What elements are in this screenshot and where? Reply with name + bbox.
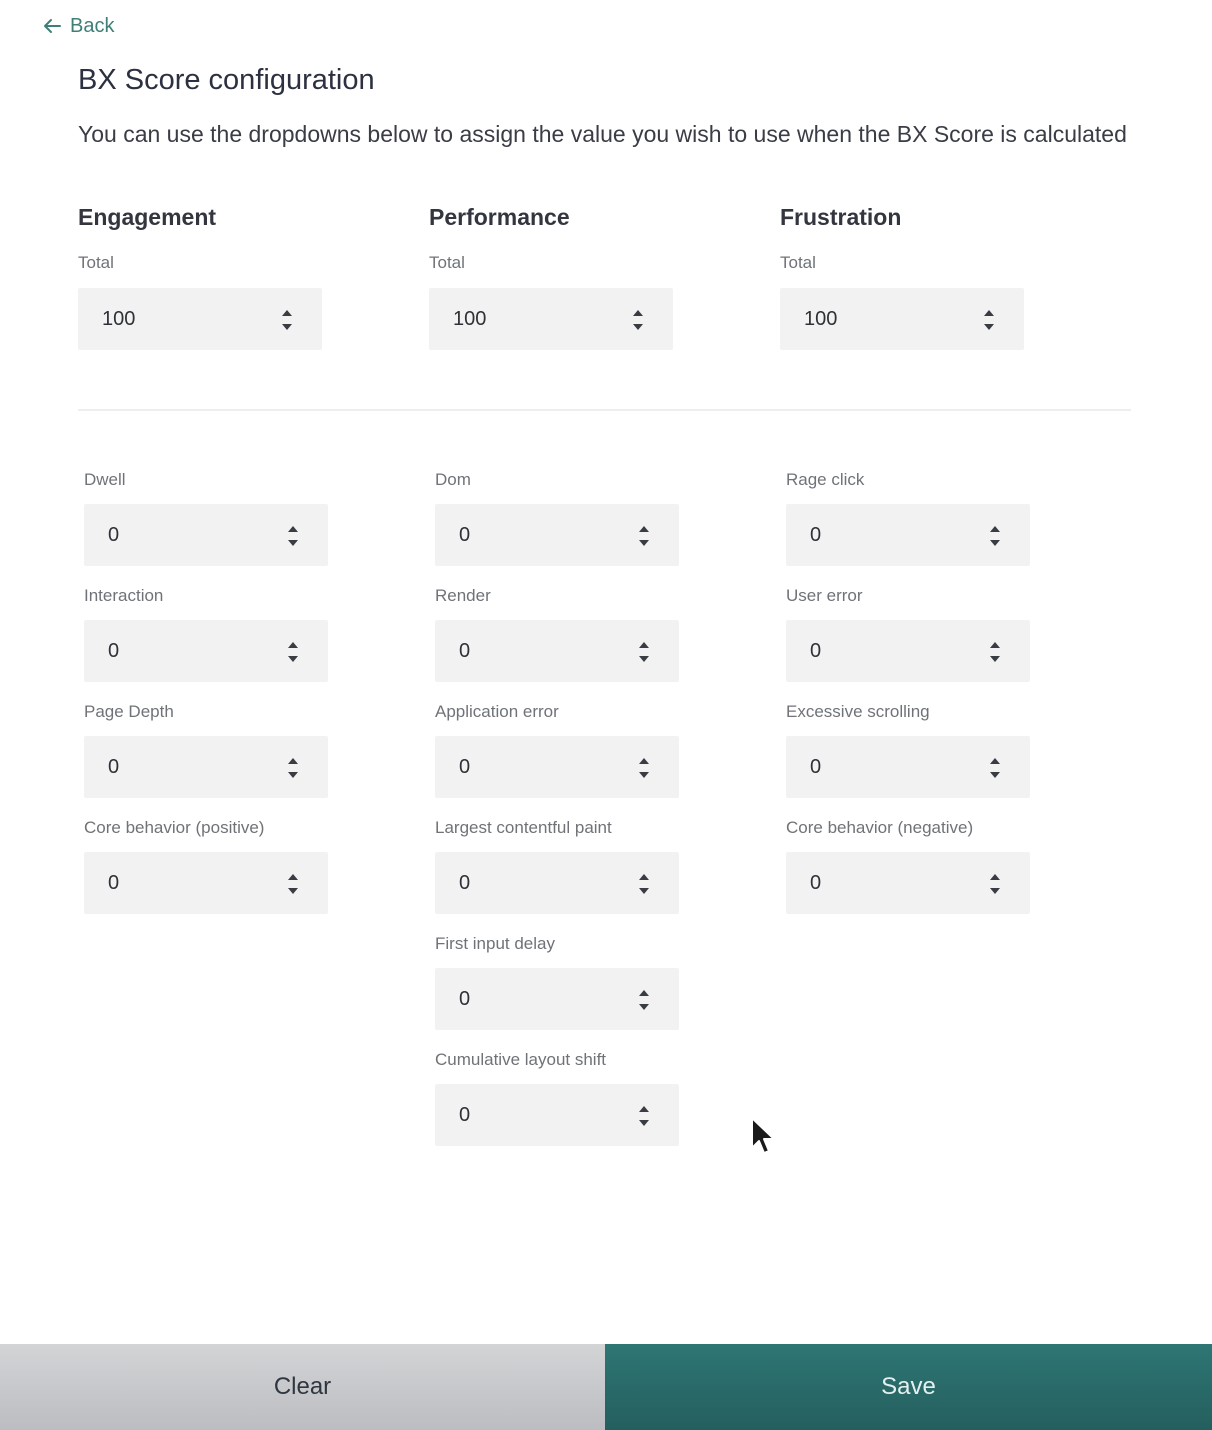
clear-button[interactable]: Clear [0, 1344, 605, 1430]
mouse-pointer-icon [750, 1116, 778, 1158]
performance-total-stepper[interactable] [429, 288, 673, 350]
dwell-stepper[interactable] [84, 504, 328, 566]
spin-arrows-icon[interactable] [286, 870, 300, 898]
first-input-delay-stepper[interactable] [435, 968, 679, 1030]
page-depth-stepper[interactable] [84, 736, 328, 798]
user-error-value: 0 [810, 640, 822, 662]
core-behavior-positive-value: 0 [108, 872, 120, 894]
user-error-stepper[interactable] [786, 620, 1030, 682]
page-depth-value: 0 [108, 756, 120, 778]
spin-arrows-icon[interactable] [988, 638, 1002, 666]
core-behavior-negative-value: 0 [810, 872, 822, 894]
dwell-label: Dwell [84, 470, 126, 489]
arrow-left-icon [40, 14, 64, 38]
save-button[interactable]: Save [605, 1344, 1212, 1430]
rage-click-label: Rage click [786, 470, 865, 489]
spin-arrows-icon[interactable] [637, 754, 651, 782]
spin-arrows-icon[interactable] [637, 522, 651, 550]
frustration-total-value: 100 [804, 308, 838, 330]
back-link[interactable] [40, 14, 114, 38]
spin-arrows-icon[interactable] [631, 306, 645, 334]
spin-arrows-icon[interactable] [637, 870, 651, 898]
performance-total-label: Total [429, 253, 465, 272]
frustration-total-label: Total [780, 253, 816, 272]
back-label: Back [70, 14, 115, 37]
interaction-label: Interaction [84, 586, 164, 605]
performance-total-value: 100 [453, 308, 487, 330]
largest-contentful-paint-value: 0 [459, 872, 471, 894]
frustration-heading: Frustration [780, 204, 902, 230]
cumulative-layout-shift-label: Cumulative layout shift [435, 1050, 607, 1069]
page-description: You can use the dropdowns below to assign the value you wish to use when the BX Score is calculated [78, 121, 1127, 147]
spin-arrows-icon[interactable] [988, 754, 1002, 782]
spin-arrows-icon[interactable] [982, 306, 996, 334]
spin-arrows-icon[interactable] [637, 986, 651, 1014]
spin-arrows-icon[interactable] [286, 522, 300, 550]
application-error-stepper[interactable] [435, 736, 679, 798]
excessive-scrolling-stepper[interactable] [786, 736, 1030, 798]
section-divider [78, 409, 1131, 411]
spin-arrows-icon[interactable] [988, 522, 1002, 550]
engagement-total-label: Total [78, 253, 114, 272]
render-stepper[interactable] [435, 620, 679, 682]
spin-arrows-icon[interactable] [988, 870, 1002, 898]
excessive-scrolling-label: Excessive scrolling [786, 702, 930, 721]
engagement-heading: Engagement [78, 204, 217, 230]
core-behavior-positive-stepper[interactable] [84, 852, 328, 914]
interaction-stepper[interactable] [84, 620, 328, 682]
largest-contentful-paint-stepper[interactable] [435, 852, 679, 914]
rage-click-stepper[interactable] [786, 504, 1030, 566]
core-behavior-positive-label: Core behavior (positive) [84, 818, 265, 837]
first-input-delay-value: 0 [459, 988, 471, 1010]
render-value: 0 [459, 640, 471, 662]
performance-heading: Performance [429, 204, 570, 230]
spin-arrows-icon[interactable] [286, 638, 300, 666]
cumulative-layout-shift-value: 0 [459, 1104, 471, 1126]
spin-arrows-icon[interactable] [286, 754, 300, 782]
dwell-value: 0 [108, 524, 120, 546]
application-error-label: Application error [435, 702, 559, 721]
core-behavior-negative-stepper[interactable] [786, 852, 1030, 914]
application-error-value: 0 [459, 756, 471, 778]
dom-stepper[interactable] [435, 504, 679, 566]
engagement-total-value: 100 [102, 308, 136, 330]
excessive-scrolling-value: 0 [810, 756, 822, 778]
dom-value: 0 [459, 524, 471, 546]
user-error-label: User error [786, 586, 863, 605]
page-title: BX Score configuration [78, 64, 375, 96]
frustration-total-stepper[interactable] [780, 288, 1024, 350]
render-label: Render [435, 586, 491, 605]
core-behavior-negative-label: Core behavior (negative) [786, 818, 974, 837]
dom-label: Dom [435, 470, 471, 489]
interaction-value: 0 [108, 640, 120, 662]
engagement-total-stepper[interactable] [78, 288, 322, 350]
largest-contentful-paint-label: Largest contentful paint [435, 818, 612, 837]
rage-click-value: 0 [810, 524, 822, 546]
first-input-delay-label: First input delay [435, 934, 555, 953]
spin-arrows-icon[interactable] [280, 306, 294, 334]
cumulative-layout-shift-stepper[interactable] [435, 1084, 679, 1146]
spin-arrows-icon[interactable] [637, 638, 651, 666]
page-depth-label: Page Depth [84, 702, 174, 721]
spin-arrows-icon[interactable] [637, 1102, 651, 1130]
